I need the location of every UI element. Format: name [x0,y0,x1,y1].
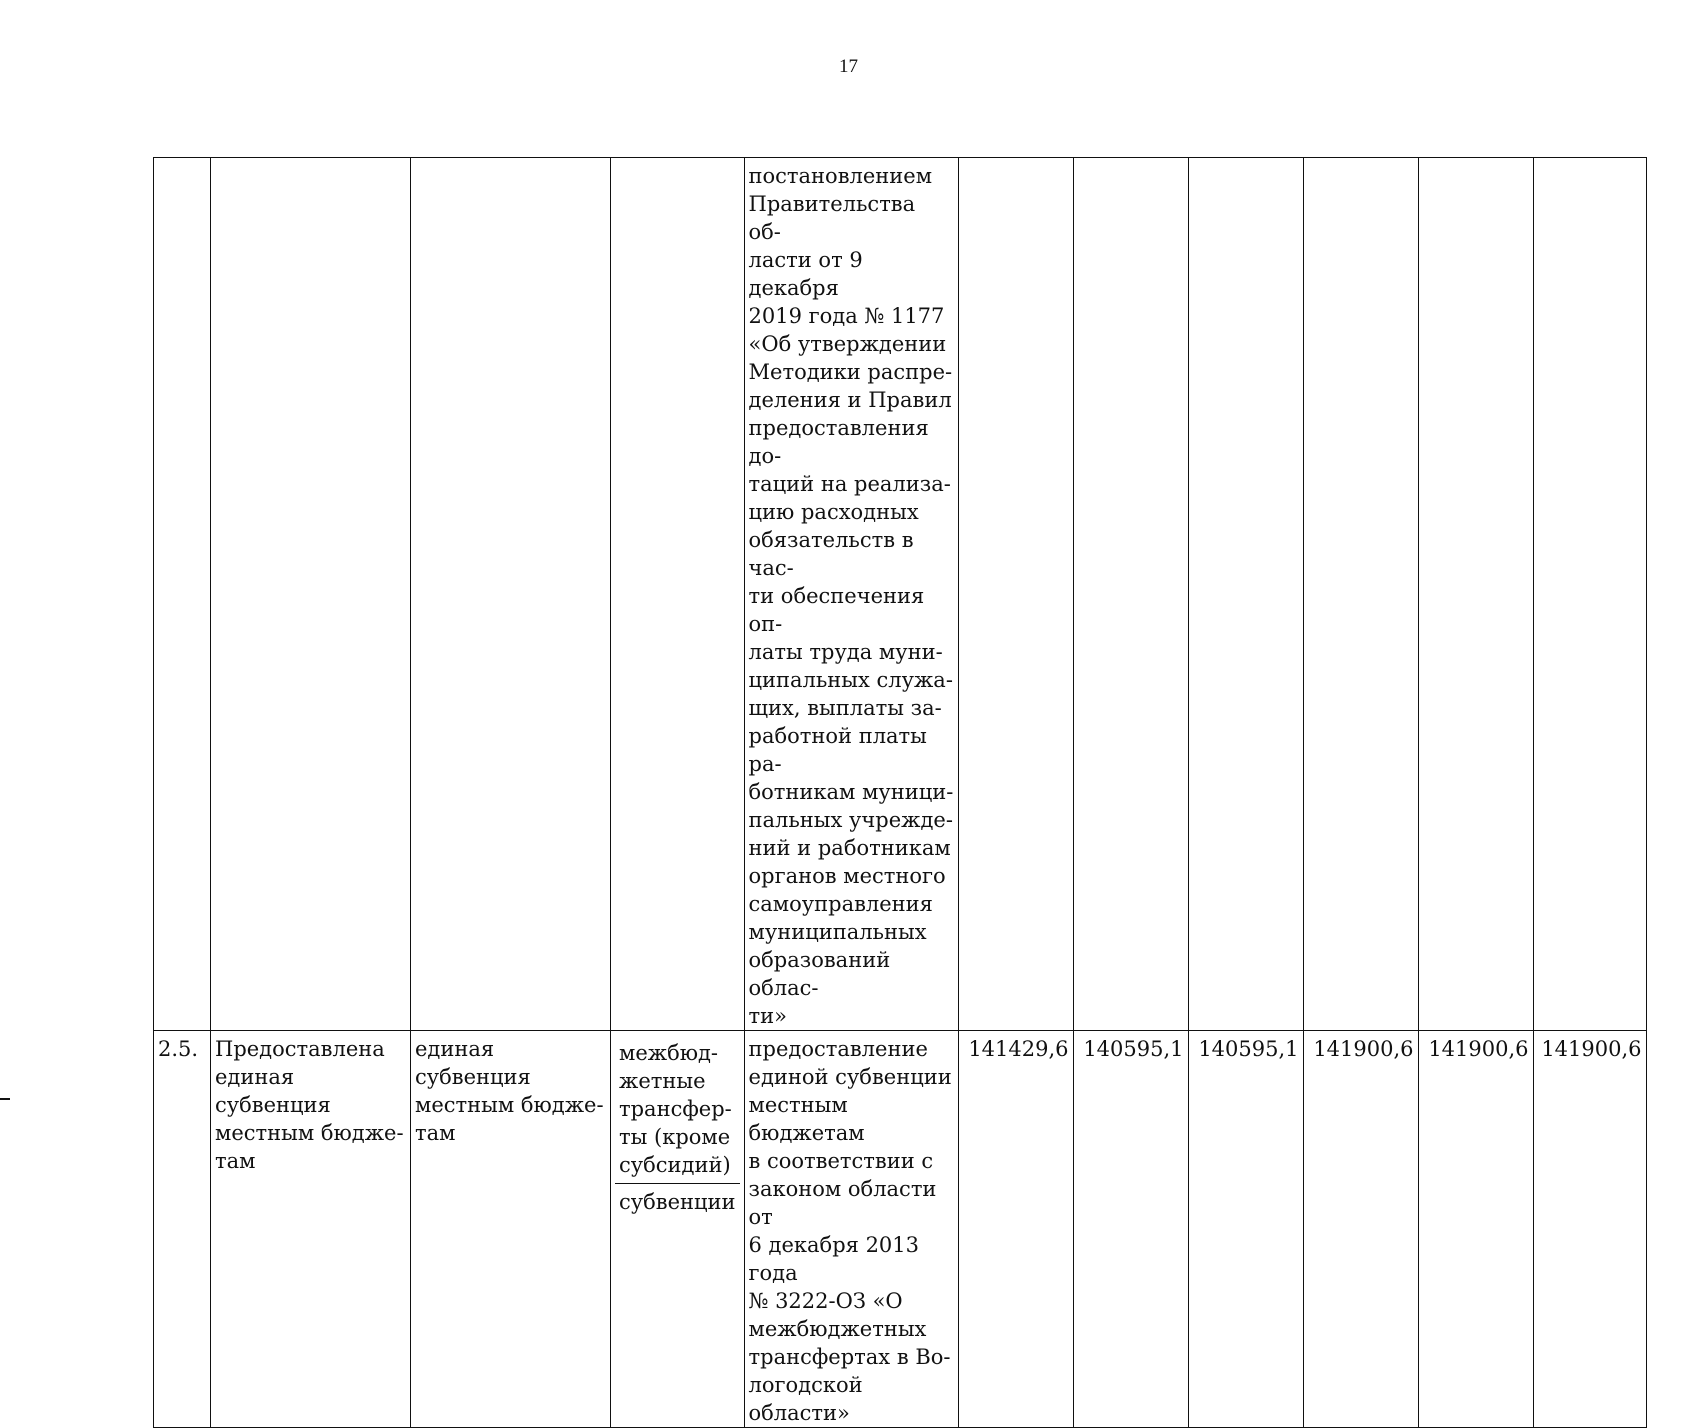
cell-event [211,158,411,1031]
cell-value-6: 141900,6 [1533,1031,1646,1428]
cell-name [411,158,611,1031]
cell-basis: предоставление единой субвенции местным бюджетам в соответствии с законом области от 6 декабря 2013 года № 3222-ОЗ «О межбюджетных трансфертах в Во- логодской области» [744,1031,958,1428]
cell-type [611,1031,745,1428]
cell-type-transfer: межбюд- жетные трансфер- ты (кроме субсидий) [615,1035,740,1184]
cell-type-subvention: субвенции [619,1190,736,1214]
cell-value-5 [1418,158,1533,1031]
cell-value-6 [1533,158,1646,1031]
table-row-continuation [154,158,1647,1031]
cell-value-1: 141429,6 [958,1031,1073,1428]
margin-mark [0,1098,10,1100]
cell-value-3 [1188,158,1303,1031]
cell-value-4 [1303,158,1418,1031]
cell-value-4: 141900,6 [1303,1031,1418,1428]
cell-value-2: 140595,1 [1073,1031,1188,1428]
cell-value-3: 140595,1 [1188,1031,1303,1428]
cell-value-2 [1073,158,1188,1031]
cell-number: 2.5. [154,1031,211,1428]
budget-table [153,157,1647,1428]
page-number: 17 [839,56,858,77]
cell-number [154,158,211,1031]
cell-event: Предоставлена единая субвенция местным бюдже- там [211,1031,411,1428]
cell-type [611,158,745,1031]
cell-value-1 [958,158,1073,1031]
cell-value-5: 141900,6 [1418,1031,1533,1428]
table-row-2-5 [154,1031,1647,1428]
cell-basis: постановлением Правительства об- ласти от 9 декабря 2019 года № 1177 «Об утверждении Методики распре- деления и Правил предоставления до- таций на реализа- цию расходных обязательств в час- ти обеспечения оп- латы труда муни- ципальных служа- щих, выплаты за- работной платы ра- ботникам муници- пальных учрежде- ний и работникам органов местного самоуправления муниципальных образований облас- ти» [744,158,958,1031]
cell-name: единая субвенция местным бюдже- там [411,1031,611,1428]
